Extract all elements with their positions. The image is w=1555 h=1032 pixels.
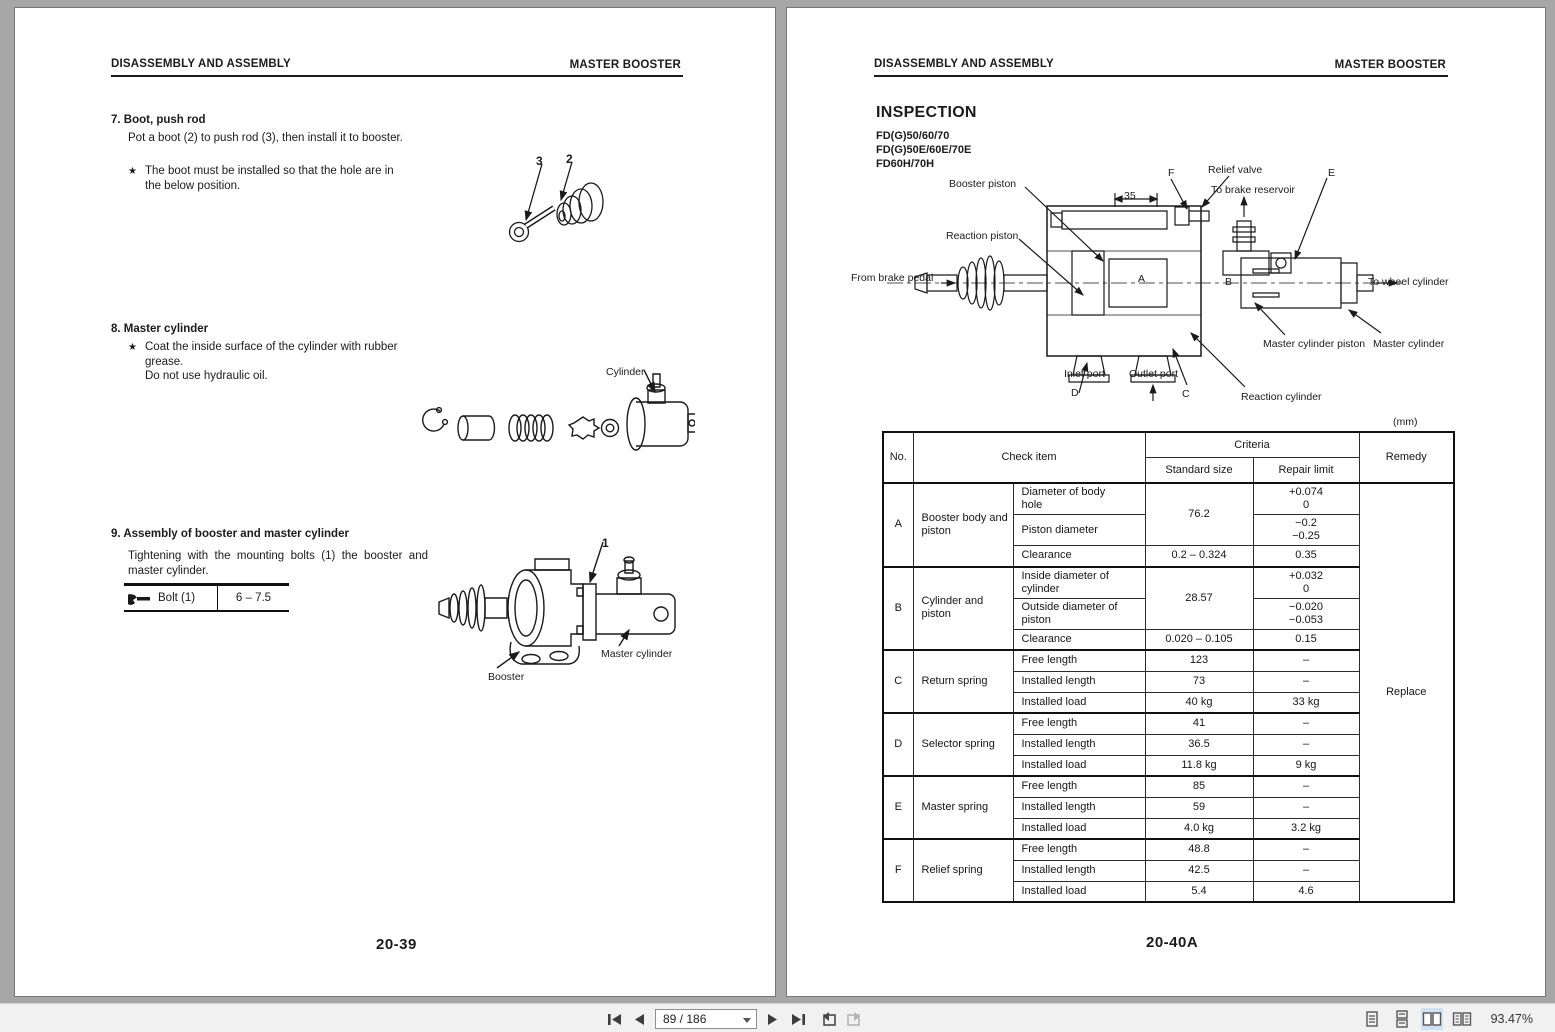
- standard-size-cell: 59: [1145, 797, 1253, 818]
- page-header-section: DISASSEMBLY AND ASSEMBLY: [111, 58, 291, 70]
- repair-limit-cell: −0.020 −0.053: [1253, 598, 1359, 629]
- label-reaction-piston: Reaction piston: [946, 230, 1019, 242]
- group-item-cell: Relief spring: [913, 839, 1013, 902]
- check-item-cell: Piston diameter: [1013, 515, 1145, 546]
- page-number: 20-39: [376, 936, 417, 953]
- label-c: C: [1182, 388, 1190, 400]
- label-b: B: [1225, 276, 1233, 288]
- label-a: A: [1138, 273, 1146, 285]
- group-letter-cell: E: [883, 776, 913, 839]
- chevron-down-icon: [743, 1018, 751, 1023]
- step9-title: 9. Assembly of booster and master cylinder: [111, 528, 349, 540]
- label-master-cylinder: Master cylinder: [1373, 338, 1445, 350]
- repair-limit-cell: –: [1253, 650, 1359, 671]
- repair-limit-cell: –: [1253, 734, 1359, 755]
- torque-item-label: Bolt (1): [158, 592, 196, 604]
- step9-body: Tightening with the mounting bolts (1) the booster and master cylinder.: [128, 550, 428, 577]
- check-item-cell: Free length: [1013, 650, 1145, 671]
- repair-limit-cell: –: [1253, 797, 1359, 818]
- check-item-cell: Outside diameter of piston: [1013, 598, 1145, 629]
- table-unit-label: (mm): [1393, 416, 1418, 428]
- repair-limit-cell: +0.032 0: [1253, 567, 1359, 599]
- page-number: 20-40A: [1146, 934, 1199, 951]
- col-header-remedy: Remedy: [1359, 432, 1454, 483]
- part-number-label: 1: [602, 536, 609, 550]
- repair-limit-cell: 0.15: [1253, 629, 1359, 650]
- model-list-line: FD(G)50E/60E/70E: [876, 144, 972, 156]
- standard-size-cell: 73: [1145, 671, 1253, 692]
- standard-size-cell: 11.8 kg: [1145, 755, 1253, 776]
- step7-note: The boot must be installed so that the hole are in the below position.: [145, 165, 394, 192]
- check-item-cell: Installed length: [1013, 860, 1145, 881]
- part-number-label: 2: [566, 152, 573, 166]
- col-header-repair-limit: Repair limit: [1253, 458, 1359, 484]
- previous-page-button[interactable]: [630, 1011, 648, 1027]
- standard-size-cell: 36.5: [1145, 734, 1253, 755]
- check-item-cell: Free length: [1013, 713, 1145, 734]
- group-letter-cell: D: [883, 713, 913, 776]
- col-header-check-item: Check item: [913, 432, 1145, 483]
- next-page-button[interactable]: [764, 1011, 782, 1027]
- page-header-section: DISASSEMBLY AND ASSEMBLY: [874, 58, 1054, 70]
- check-item-cell: Free length: [1013, 776, 1145, 797]
- standard-size-cell: 40 kg: [1145, 692, 1253, 713]
- torque-spec-item-cell: [124, 586, 218, 610]
- label-d: D: [1071, 387, 1079, 399]
- step8-note2: Do not use hydraulic oil.: [145, 370, 268, 382]
- label-dimension-35: 35: [1124, 190, 1136, 202]
- check-item-cell: Clearance: [1013, 629, 1145, 650]
- check-item-cell: Inside diameter of cylinder: [1013, 567, 1145, 599]
- label-from-brake-pedal: From brake pedal: [851, 272, 934, 284]
- star-icon: ★: [128, 342, 137, 353]
- check-item-cell: Installed length: [1013, 797, 1145, 818]
- repair-limit-cell: −0.2 −0.25: [1253, 515, 1359, 546]
- document-page-left: [14, 7, 776, 997]
- label-outlet-port: Outlet port: [1129, 368, 1179, 380]
- label-booster-piston: Booster piston: [949, 178, 1017, 190]
- header-rule: [111, 75, 683, 77]
- col-header-standard-size: Standard size: [1145, 458, 1253, 484]
- model-list-line: FD(G)50/60/70: [876, 130, 950, 142]
- single-page-view-button[interactable]: [1361, 1008, 1383, 1030]
- step7-title: 7. Boot, push rod: [111, 114, 206, 126]
- torque-wrench-icon: [128, 590, 152, 606]
- repair-limit-cell: –: [1253, 713, 1359, 734]
- next-view-button[interactable]: [845, 1011, 863, 1027]
- viewer-statusbar: [0, 1003, 1555, 1032]
- booster-assembly-drawing: [431, 526, 701, 701]
- standard-size-cell: 48.8: [1145, 839, 1253, 860]
- torque-spec-table: [124, 583, 289, 612]
- model-list-line: FD60H/70H: [876, 158, 935, 170]
- previous-view-button[interactable]: [820, 1011, 838, 1027]
- check-item-cell: Installed load: [1013, 818, 1145, 839]
- step8-title: 8. Master cylinder: [111, 323, 209, 335]
- repair-limit-cell: 4.6: [1253, 881, 1359, 902]
- repair-limit-cell: 33 kg: [1253, 692, 1359, 713]
- col-header-criteria: Criteria: [1145, 432, 1359, 458]
- repair-limit-cell: 0.35: [1253, 546, 1359, 567]
- col-header-no: No.: [883, 432, 913, 483]
- label-reaction-cylinder: Reaction cylinder: [1241, 391, 1322, 403]
- repair-limit-cell: –: [1253, 860, 1359, 881]
- first-page-button[interactable]: [605, 1011, 623, 1027]
- torque-value-cell: 6 – 7.5: [235, 592, 272, 604]
- standard-size-cell: 85: [1145, 776, 1253, 797]
- repair-limit-cell: –: [1253, 839, 1359, 860]
- master-cylinder-parts-drawing: [405, 358, 695, 466]
- label-inlet-port: Inlet port: [1064, 368, 1105, 380]
- check-item-cell: Installed length: [1013, 734, 1145, 755]
- label-to-brake-reservoir: To brake reservoir: [1211, 184, 1296, 196]
- check-item-cell: Installed load: [1013, 692, 1145, 713]
- header-rule: [874, 75, 1448, 77]
- step7-body: Pot a boot (2) to push rod (3), then install it to booster.: [128, 132, 403, 144]
- page-number-combobox[interactable]: [655, 1009, 757, 1029]
- group-letter-cell: F: [883, 839, 913, 902]
- repair-limit-cell: 3.2 kg: [1253, 818, 1359, 839]
- standard-size-cell: 4.0 kg: [1145, 818, 1253, 839]
- repair-limit-cell: –: [1253, 671, 1359, 692]
- check-item-cell: Installed load: [1013, 755, 1145, 776]
- group-letter-cell: A: [883, 483, 913, 567]
- check-item-cell: Installed load: [1013, 881, 1145, 902]
- standard-size-cell: 28.57: [1145, 567, 1253, 630]
- page-header-topic: MASTER BOOSTER: [1334, 59, 1446, 71]
- part-number-label: 3: [536, 154, 543, 168]
- standard-size-cell: 123: [1145, 650, 1253, 671]
- document-page-right: [786, 7, 1546, 997]
- group-item-cell: Return spring: [913, 650, 1013, 713]
- label-e: E: [1328, 167, 1336, 179]
- booster-label: Booster: [488, 671, 525, 683]
- master-cylinder-label: Master cylinder: [601, 648, 673, 660]
- standard-size-cell: 5.4: [1145, 881, 1253, 902]
- label-master-cylinder-piston: Master cylinder piston: [1263, 338, 1366, 350]
- book-view-button[interactable]: [1451, 1008, 1473, 1030]
- standard-size-cell: 76.2: [1145, 483, 1253, 546]
- last-page-button[interactable]: [789, 1011, 807, 1027]
- standard-size-cell: 0.020 – 0.105: [1145, 629, 1253, 650]
- repair-limit-cell: –: [1253, 776, 1359, 797]
- standard-size-cell: 42.5: [1145, 860, 1253, 881]
- page-indicator-value: 89 / 186: [663, 1012, 707, 1026]
- facing-pages-view-button[interactable]: [1421, 1008, 1443, 1030]
- label-to-wheel-cylinder: To wheel cylinder: [1368, 276, 1449, 288]
- standard-size-cell: 41: [1145, 713, 1253, 734]
- star-icon: ★: [128, 166, 137, 177]
- repair-limit-cell: 9 kg: [1253, 755, 1359, 776]
- boot-pushrod-drawing: [502, 158, 617, 263]
- step8-note1: Coat the inside surface of the cylinder with rubber grease.: [145, 341, 398, 368]
- inspection-heading: INSPECTION: [876, 104, 977, 121]
- group-item-cell: Cylinder and piston: [913, 567, 1013, 651]
- continuous-view-button[interactable]: [1391, 1008, 1413, 1030]
- standard-size-cell: 0.2 – 0.324: [1145, 546, 1253, 567]
- page-header-topic: MASTER BOOSTER: [569, 59, 681, 71]
- repair-limit-cell: +0.074 0: [1253, 483, 1359, 515]
- remedy-cell: Replace: [1359, 483, 1454, 902]
- label-f: F: [1168, 167, 1175, 179]
- check-item-cell: Free length: [1013, 839, 1145, 860]
- label-relief-valve: Relief valve: [1208, 164, 1263, 176]
- check-item-cell: Installed length: [1013, 671, 1145, 692]
- inspection-criteria-table: [882, 431, 1455, 903]
- group-item-cell: Booster body and piston: [913, 483, 1013, 567]
- group-letter-cell: C: [883, 650, 913, 713]
- cylinder-label: Cylinder: [606, 366, 645, 378]
- group-item-cell: Selector spring: [913, 713, 1013, 776]
- zoom-level-indicator[interactable]: 93.47%: [1490, 1012, 1533, 1026]
- group-item-cell: Master spring: [913, 776, 1013, 839]
- check-item-cell: Clearance: [1013, 546, 1145, 567]
- inspection-table-body: [883, 483, 1454, 902]
- group-letter-cell: B: [883, 567, 913, 651]
- check-item-cell: Diameter of body hole: [1013, 483, 1145, 515]
